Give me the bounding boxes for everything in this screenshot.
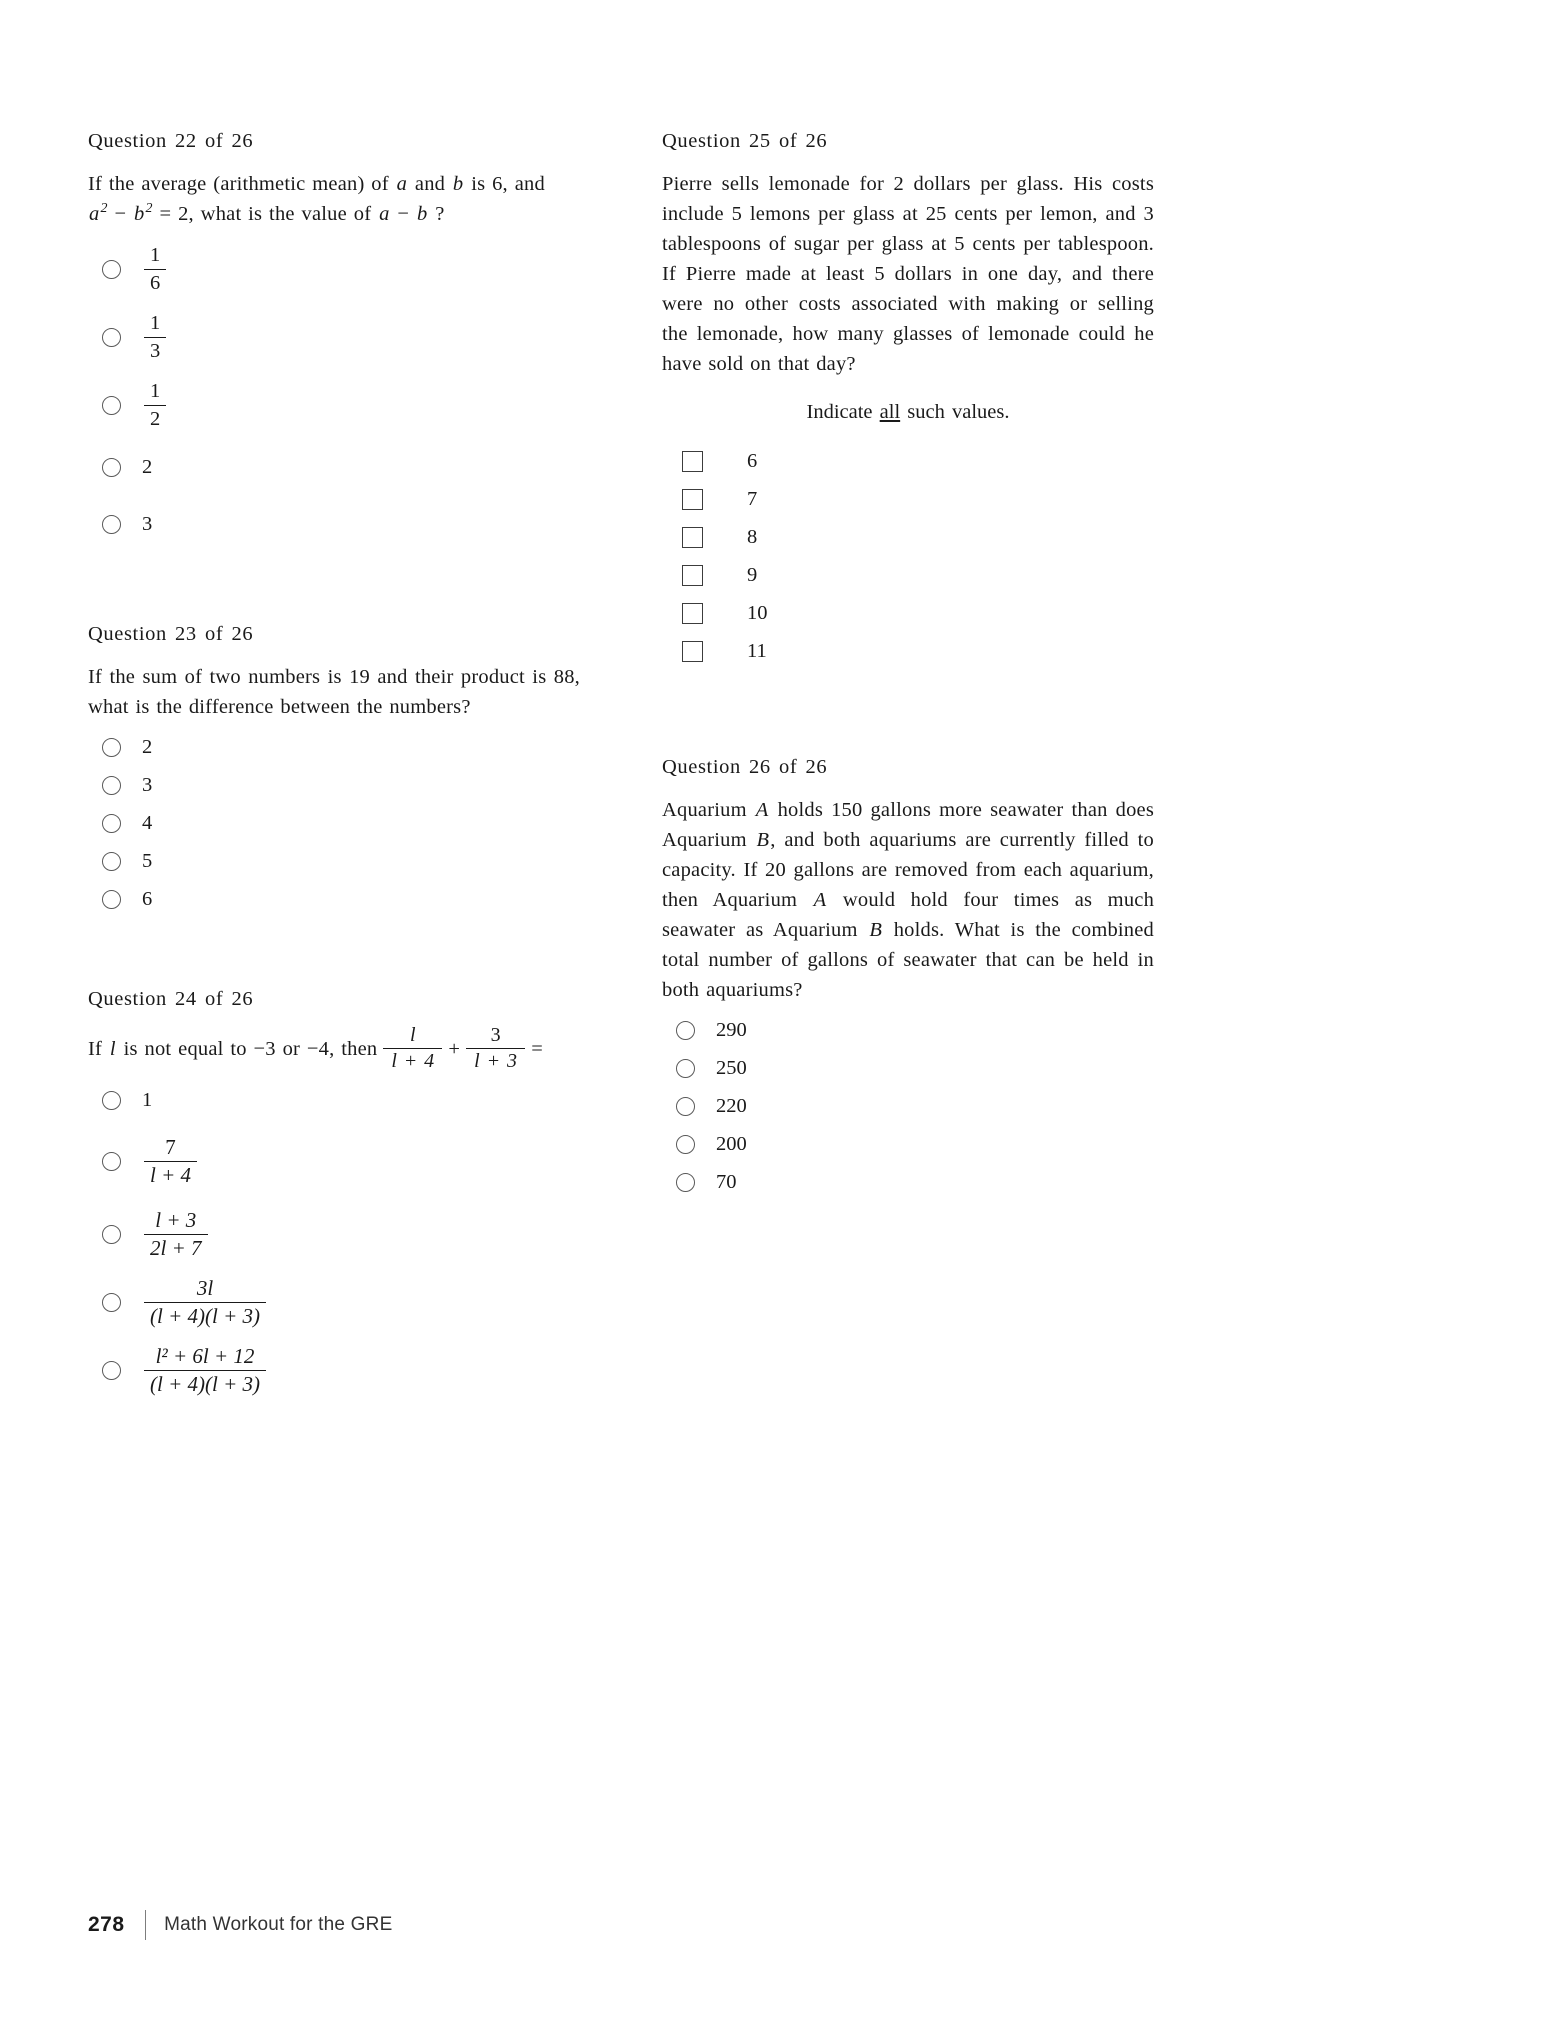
option-label: 6 [747, 449, 758, 472]
right-column [662, 130, 1154, 1404]
question-26-options [662, 1011, 1154, 1201]
fraction-numerator: 3l [196, 1275, 214, 1300]
checkbox-icon[interactable] [682, 489, 703, 510]
question-22-options [88, 235, 580, 553]
q24-equals-sign: = [531, 1038, 543, 1061]
q26-stem-text-4: would hold four times as much seawater as Aquarium [662, 889, 1155, 941]
q22-exp-1: 2 [100, 201, 108, 217]
question-24-stem [88, 1024, 580, 1074]
option-row[interactable] [88, 766, 580, 804]
question-22-heading: Question 22 of 26 [88, 130, 254, 152]
option-row[interactable] [88, 1200, 580, 1268]
option-row[interactable] [88, 235, 580, 303]
option-label: 3 [142, 513, 153, 536]
option-fraction [144, 380, 166, 429]
option-row[interactable] [88, 842, 580, 880]
footer-page-number: 278 [88, 1913, 125, 1936]
option-label: 250 [716, 1056, 747, 1079]
q26-var-a: A [755, 799, 769, 821]
q24-var-l: l [109, 1038, 116, 1061]
option-row[interactable] [88, 439, 580, 496]
question-25-heading: Question 25 of 26 [662, 130, 828, 152]
footer-divider [145, 1910, 147, 1940]
q24-stem-text-2: is not equal to −3 or −4, then [123, 1038, 378, 1061]
option-label: 3 [142, 773, 153, 796]
question-22-stem [88, 169, 580, 229]
q22-stem-text-1: If the average (arithmetic mean) of [88, 173, 389, 195]
radio-icon[interactable] [102, 1225, 121, 1244]
q24-stem-text-1: If [88, 1038, 103, 1061]
question-25-options [662, 442, 1154, 670]
radio-icon[interactable] [102, 776, 121, 795]
fraction-numerator: 1 [150, 244, 161, 267]
q22-stem-text-2: is 6, and [471, 173, 545, 195]
q22-and: and [414, 173, 446, 195]
option-row[interactable] [88, 371, 580, 439]
question-25-instruction [662, 401, 1154, 424]
spacer [88, 918, 580, 988]
radio-icon[interactable] [102, 1152, 121, 1171]
q22-var-a3: a [379, 203, 390, 225]
option-label: 290 [716, 1018, 747, 1041]
fraction-denominator: 3 [144, 337, 166, 362]
question-23-heading: Question 23 of 26 [88, 623, 254, 645]
q24-expression-fraction-1 [383, 1025, 442, 1072]
checkbox-icon[interactable] [682, 565, 703, 586]
q22-var-a: a [396, 173, 408, 195]
fraction-denominator: l + 4 [144, 1161, 197, 1187]
option-label: 1 [142, 1088, 153, 1111]
option-label: 5 [142, 849, 153, 872]
option-row[interactable] [88, 880, 580, 918]
option-fraction [144, 1345, 266, 1395]
spacer [88, 553, 580, 623]
option-row[interactable] [88, 728, 580, 766]
page-footer [88, 1910, 392, 1940]
option-label: 2 [142, 456, 153, 479]
fraction-denominator: l + 4 [383, 1048, 442, 1072]
q22-var-a2: a [89, 203, 100, 225]
q26-stem-text-3: , and both aquariums are currently filled to capacity. If 20 gallons are removed from each aquarium, then Aquarium [662, 829, 1154, 911]
option-row[interactable] [662, 1087, 1154, 1125]
fraction-denominator: 2 [144, 405, 166, 430]
fraction-numerator: 1 [150, 380, 161, 403]
question-24-heading: Question 24 of 26 [88, 988, 254, 1010]
radio-icon[interactable] [102, 814, 121, 833]
radio-icon[interactable] [102, 890, 121, 909]
question-25-stem: Pierre sells lemonade for 2 dollars per glass. His costs include 5 lemons per glass at 25 cents per lemon, and 3 tablespoons of sugar per glass at 5 cents per tablespoon. If Pierre made at least 5 dollars in one day, and there were no other costs associated with making or selling the lemonade, how many glasses of lemonade could he have sold on that day? [662, 173, 1154, 375]
fraction-denominator: (l + 4)(l + 3) [144, 1302, 266, 1328]
q26-stem-text-2: holds 150 gallons more seawater than does Aquarium [662, 799, 1154, 851]
option-label: 200 [716, 1132, 747, 1155]
q22-stem-text-3: = 2, what is the value of [159, 203, 372, 225]
q22-question-mark: ? [435, 203, 445, 225]
question-26-block [662, 756, 1154, 1201]
checkbox-icon[interactable] [682, 527, 703, 548]
q24-plus-sign: + [448, 1038, 461, 1061]
option-fraction [144, 1209, 208, 1259]
radio-icon[interactable] [102, 1293, 121, 1312]
fraction-numerator: 3 [490, 1024, 501, 1046]
question-23-stem: If the sum of two numbers is 19 and their product is 88, what is the difference between the numbers? [88, 666, 580, 718]
question-25-block [662, 130, 1154, 670]
instruction-prefix: Indicate [806, 401, 873, 423]
option-row[interactable] [662, 1049, 1154, 1087]
fraction-numerator: l + 3 [155, 1207, 197, 1232]
radio-icon[interactable] [676, 1021, 695, 1040]
instruction-suffix: such values. [907, 401, 1010, 423]
instruction-emphasis: all [879, 401, 901, 423]
checkbox-icon[interactable] [682, 451, 703, 472]
question-23-block [88, 623, 580, 918]
question-24-options [88, 1078, 580, 1404]
q22-var-b: b [452, 173, 464, 195]
fraction-denominator: (l + 4)(l + 3) [144, 1370, 266, 1396]
option-row[interactable] [88, 496, 580, 553]
option-label: 9 [747, 563, 758, 586]
option-row[interactable] [662, 480, 1154, 518]
fraction-denominator: 2l + 7 [144, 1234, 208, 1260]
option-row[interactable] [88, 303, 580, 371]
q26-stem-text-1: Aquarium [662, 799, 747, 821]
q22-var-b2: b [134, 203, 145, 225]
radio-icon[interactable] [102, 738, 121, 757]
option-row[interactable] [662, 556, 1154, 594]
fraction-denominator: l + 3 [466, 1048, 525, 1072]
q22-exp-2: 2 [145, 201, 153, 217]
option-fraction [144, 244, 166, 293]
radio-icon[interactable] [102, 458, 121, 477]
question-26-heading: Question 26 of 26 [662, 756, 828, 778]
checkbox-icon[interactable] [682, 603, 703, 624]
q22-minus-2: − [397, 203, 410, 225]
radio-icon[interactable] [102, 515, 121, 534]
spacer [662, 670, 1154, 756]
option-row[interactable] [662, 442, 1154, 480]
option-label: 2 [142, 735, 153, 758]
option-fraction [144, 1136, 197, 1186]
radio-icon[interactable] [676, 1059, 695, 1078]
q26-stem-text-5: holds. What is the combined total number of gallons of seawater that can be held in both aquariums? [662, 919, 1155, 1001]
option-row[interactable] [662, 518, 1154, 556]
radio-icon[interactable] [676, 1173, 695, 1192]
option-row[interactable] [88, 1268, 580, 1336]
fraction-numerator: l [409, 1024, 416, 1046]
option-row[interactable] [662, 594, 1154, 632]
q22-minus-1: − [114, 203, 127, 225]
radio-icon[interactable] [102, 260, 121, 279]
option-label: 220 [716, 1094, 747, 1117]
radio-icon[interactable] [102, 1361, 121, 1380]
option-row[interactable] [88, 804, 580, 842]
radio-icon[interactable] [102, 852, 121, 871]
radio-icon[interactable] [102, 396, 121, 415]
option-fraction [144, 1277, 266, 1327]
option-label: 11 [747, 639, 767, 662]
radio-icon[interactable] [676, 1097, 695, 1116]
option-label: 6 [142, 887, 153, 910]
radio-icon[interactable] [102, 328, 121, 347]
q24-expression-fraction-2 [466, 1025, 525, 1072]
fraction-numerator: 1 [150, 312, 161, 335]
option-row[interactable] [662, 1125, 1154, 1163]
option-row[interactable] [662, 632, 1154, 670]
radio-icon[interactable] [676, 1135, 695, 1154]
option-row[interactable] [88, 1122, 580, 1200]
option-fraction [144, 312, 166, 361]
q26-var-a2: A [813, 889, 827, 911]
fraction-denominator: 6 [144, 269, 166, 294]
option-row[interactable] [88, 1078, 580, 1122]
question-22-block [88, 130, 580, 553]
q26-var-b2: B [869, 919, 883, 941]
two-column-layout [88, 130, 1488, 1404]
q22-var-b3: b [416, 203, 428, 225]
option-label: 70 [716, 1170, 737, 1193]
question-23-options [88, 728, 580, 918]
checkbox-icon[interactable] [682, 641, 703, 662]
left-column [88, 130, 580, 1404]
radio-icon[interactable] [102, 1091, 121, 1110]
q26-var-b: B [756, 829, 770, 851]
question-24-block [88, 988, 580, 1404]
footer-book-title: Math Workout for the GRE [164, 1914, 393, 1935]
fraction-numerator: l² + 6l + 12 [155, 1343, 255, 1368]
option-label: 7 [747, 487, 758, 510]
option-label: 4 [142, 811, 153, 834]
option-row[interactable] [662, 1163, 1154, 1201]
question-26-stem [662, 795, 1154, 1005]
option-row[interactable] [662, 1011, 1154, 1049]
fraction-numerator: 7 [165, 1134, 176, 1159]
option-label: 8 [747, 525, 758, 548]
option-label: 10 [747, 601, 768, 624]
option-row[interactable] [88, 1336, 580, 1404]
